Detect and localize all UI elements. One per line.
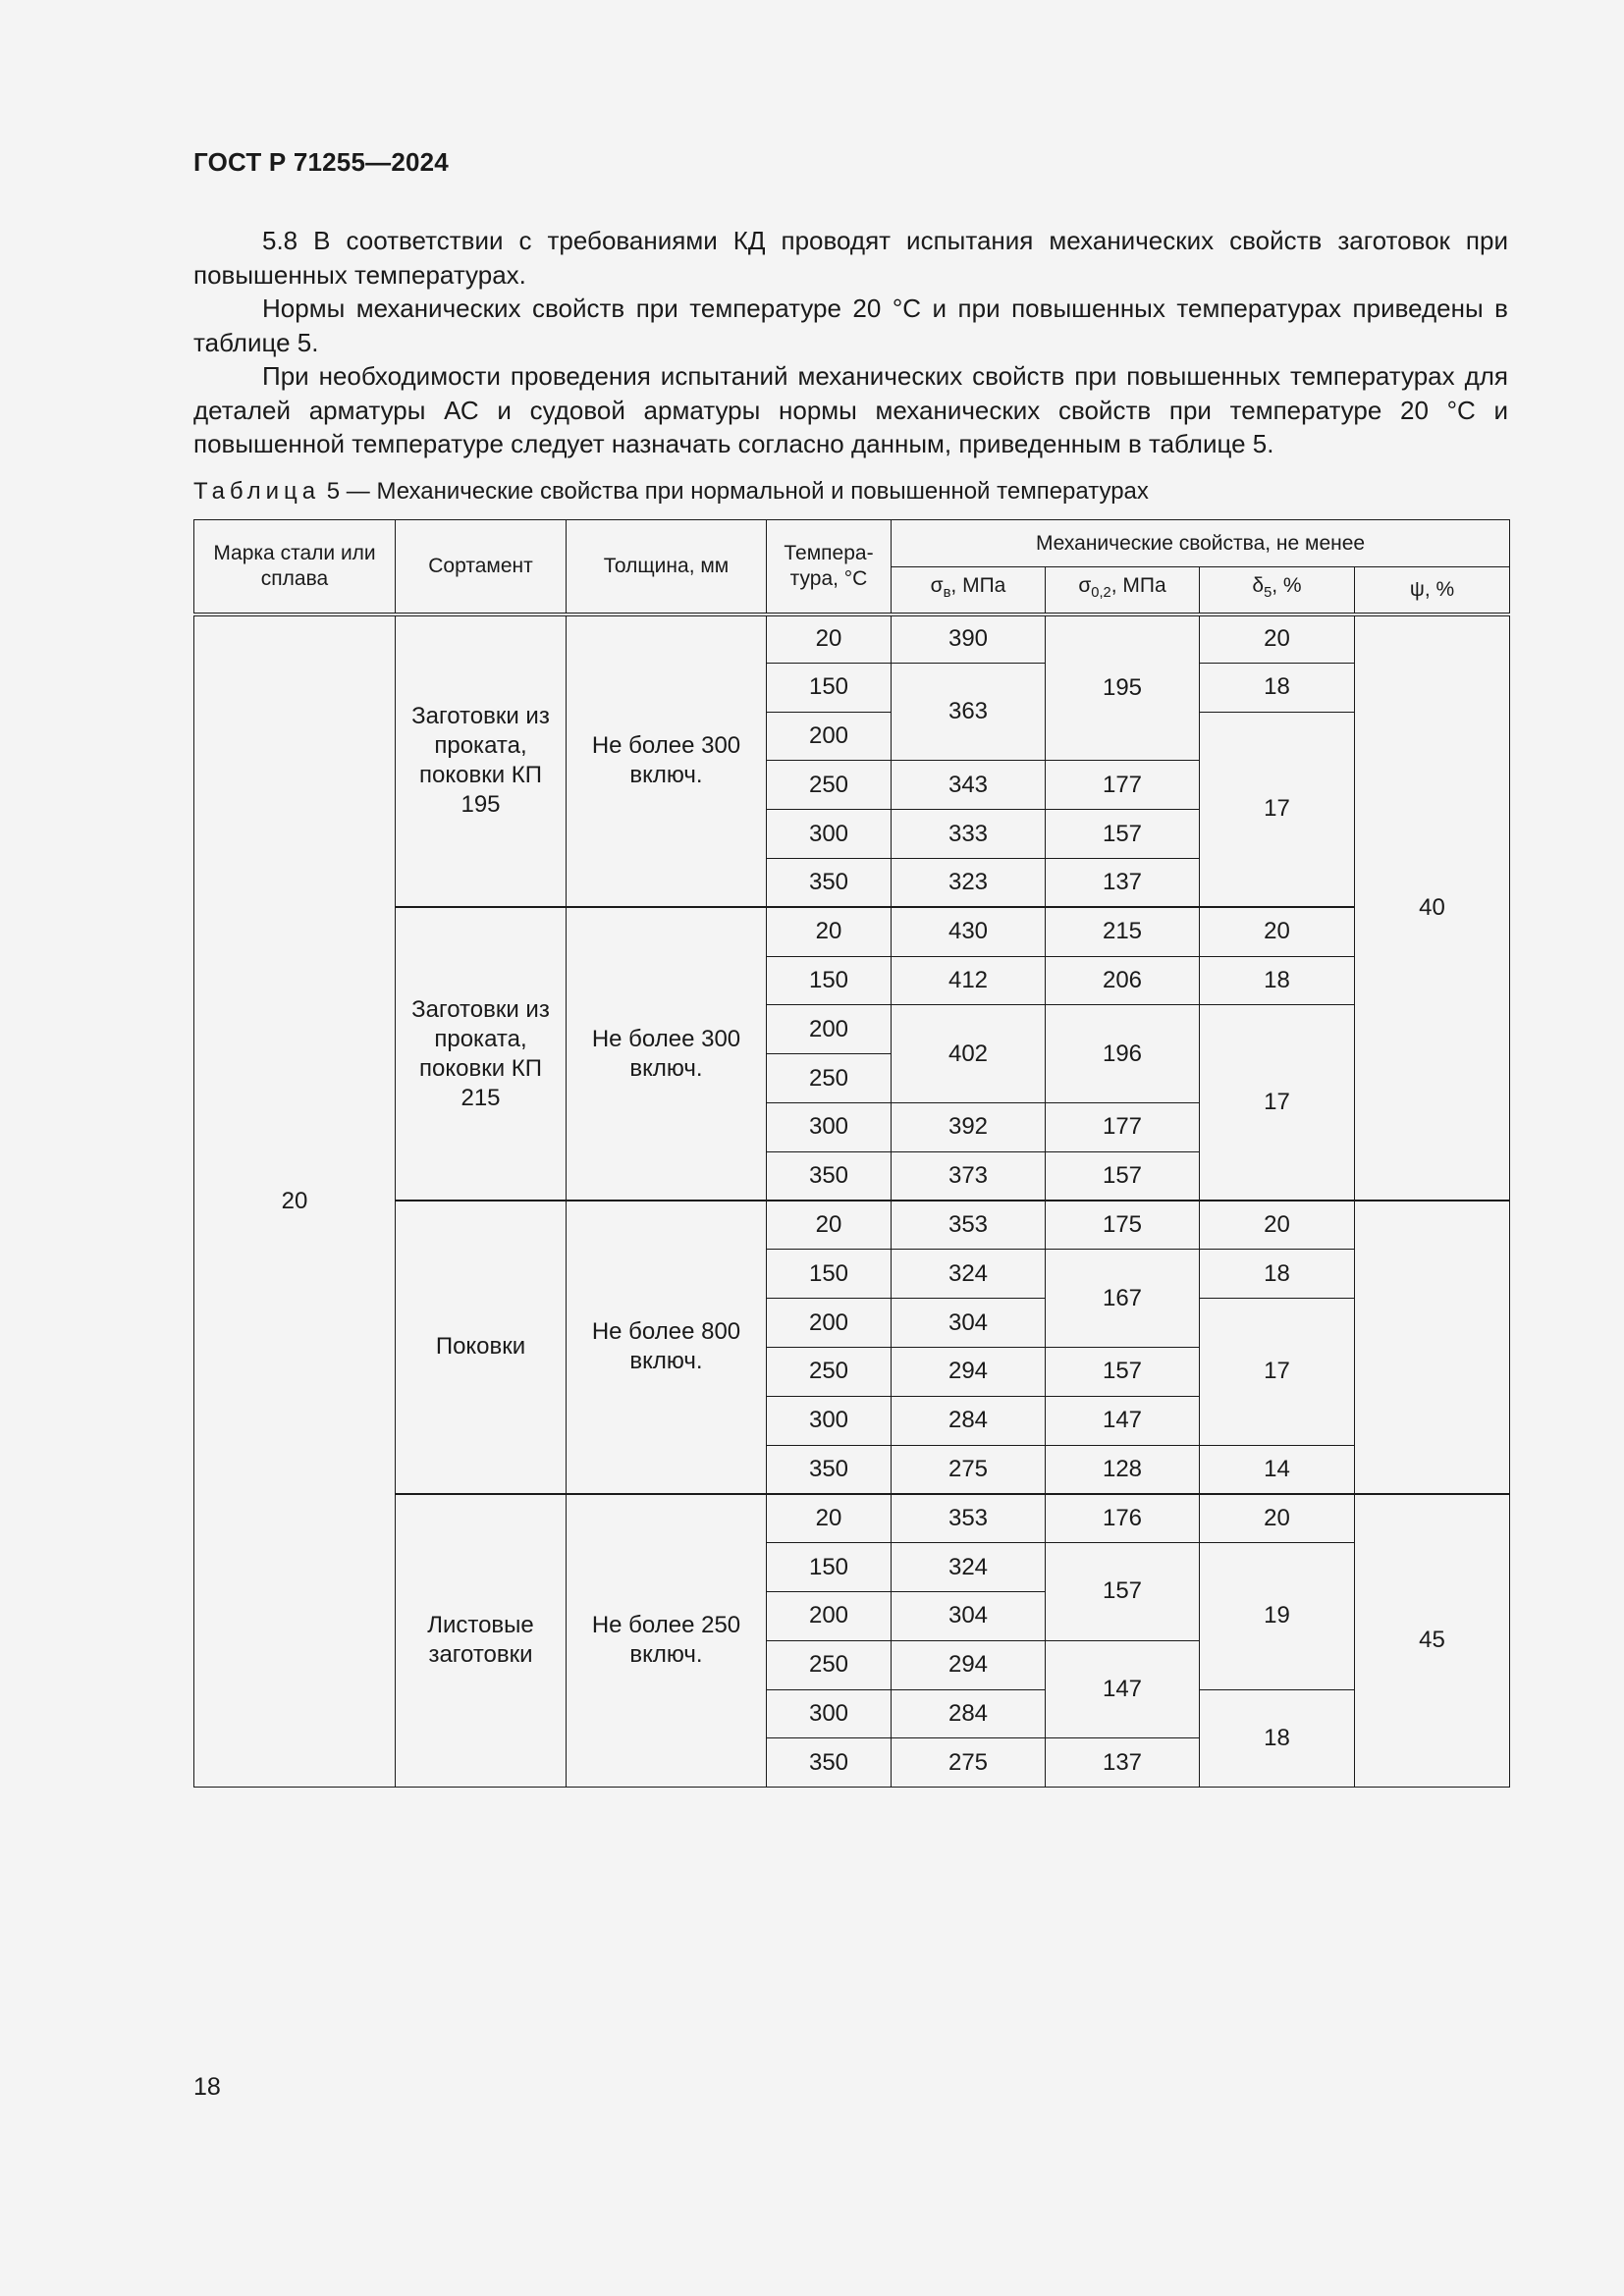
sigma-b-cell: 343 — [892, 761, 1046, 810]
page-number: 18 — [193, 2073, 221, 2101]
sigma-b-cell: 430 — [892, 907, 1046, 956]
sigma-b-cell: 392 — [892, 1102, 1046, 1151]
thickness-cell: Не более 800 включ. — [567, 1201, 767, 1494]
temperature-cell: 300 — [767, 1102, 892, 1151]
temperature-cell: 200 — [767, 1591, 892, 1640]
delta5-cell: 19 — [1200, 1543, 1355, 1689]
temperature-cell: 350 — [767, 1151, 892, 1201]
sigma-02-cell: 195 — [1046, 614, 1200, 761]
header-delta5: $\delta_5$, % — [1200, 567, 1355, 614]
temperature-cell: 200 — [767, 712, 892, 761]
delta5-cell: 18 — [1200, 956, 1355, 1005]
sigma-b-cell: 333 — [892, 810, 1046, 859]
temperature-cell: 150 — [767, 1250, 892, 1299]
delta5-cell: 20 — [1200, 907, 1355, 956]
header-sigma-02: $\sigma_{0,2}$, МПа — [1046, 567, 1200, 614]
sigma-02-cell: 157 — [1046, 810, 1200, 859]
sigma-b-cell: 284 — [892, 1689, 1046, 1738]
delta5-cell: 18 — [1200, 663, 1355, 712]
temperature-cell: 350 — [767, 1738, 892, 1788]
temperature-cell: 300 — [767, 1689, 892, 1738]
sigma-b-cell: 294 — [892, 1347, 1046, 1396]
sigma-b-cell: 402 — [892, 1005, 1046, 1103]
temperature-cell: 20 — [767, 1201, 892, 1250]
delta5-cell: 17 — [1200, 1005, 1355, 1201]
header-thickness: Толщина, мм — [567, 520, 767, 614]
paragraph: При необходимости проведения испытаний механических свойств при повышенных температурах для деталей арматуры АС и судовой арматуры нормы механических свойств при температуре 20 °С и повышенной температуре следует назначать согласно данным, приведенным в таблице 5. — [193, 361, 1508, 458]
body-text — [193, 224, 1508, 461]
table-caption — [193, 478, 1149, 506]
sigma-02-cell: 177 — [1046, 761, 1200, 810]
sigma-02-cell: 128 — [1046, 1445, 1200, 1494]
temperature-cell: 150 — [767, 956, 892, 1005]
sigma-02-cell: 206 — [1046, 956, 1200, 1005]
grade-cell: 20 — [194, 614, 396, 1788]
header-psi: ψ, % — [1355, 567, 1510, 614]
temperature-cell: 20 — [767, 907, 892, 956]
thickness-cell: Не более 250 включ. — [567, 1494, 767, 1788]
sigma-b-cell: 304 — [892, 1591, 1046, 1640]
temperature-cell: 150 — [767, 663, 892, 712]
paragraph: Нормы механических свойств при температуре 20 °С и при повышенных температурах приведены в таблице 5. — [193, 294, 1508, 357]
sigma-b-cell: 323 — [892, 858, 1046, 907]
sigma-02-cell: 137 — [1046, 858, 1200, 907]
psi-cell: 45 — [1355, 1494, 1510, 1788]
header-mechanical-properties: Механические свойства, не менее — [892, 520, 1510, 567]
delta5-cell: 20 — [1200, 614, 1355, 664]
temperature-cell: 250 — [767, 1347, 892, 1396]
sigma-02-cell: 147 — [1046, 1396, 1200, 1445]
thickness-cell: Не более 300 включ. — [567, 907, 767, 1201]
table-row — [194, 614, 1510, 664]
temperature-cell: 20 — [767, 1494, 892, 1543]
sigma-b-cell: 412 — [892, 956, 1046, 1005]
temperature-cell: 300 — [767, 810, 892, 859]
sigma-02-cell: 157 — [1046, 1347, 1200, 1396]
sigma-02-cell: 176 — [1046, 1494, 1200, 1543]
assortment-cell: Заготовки из проката, поковки КП 195 — [396, 614, 567, 908]
header-grade: Марка стали или сплава — [194, 520, 396, 614]
table-caption-label: Таблица — [193, 478, 321, 505]
temperature-cell: 150 — [767, 1543, 892, 1592]
temperature-cell: 20 — [767, 614, 892, 664]
thickness-cell: Не более 300 включ. — [567, 614, 767, 908]
sigma-02-cell: 215 — [1046, 907, 1200, 956]
sigma-02-cell: 196 — [1046, 1005, 1200, 1103]
sigma-02-cell: 157 — [1046, 1543, 1200, 1641]
sigma-b-cell: 275 — [892, 1445, 1046, 1494]
sigma-b-cell: 275 — [892, 1738, 1046, 1788]
table-caption-text: 5 — Механические свойства при нормальной и повышенной температурах — [326, 478, 1149, 505]
temperature-cell: 200 — [767, 1299, 892, 1348]
sigma-02-cell: 147 — [1046, 1640, 1200, 1738]
paragraph: 5.8 В соответствии с требованиями КД проводят испытания механических свойств заготовок при повышенных температурах. — [193, 226, 1508, 290]
sigma-b-cell: 294 — [892, 1640, 1046, 1689]
sigma-b-cell: 304 — [892, 1299, 1046, 1348]
sigma-b-cell: 324 — [892, 1250, 1046, 1299]
psi-cell-empty — [1355, 1201, 1510, 1494]
sigma-b-cell: 353 — [892, 1494, 1046, 1543]
temperature-cell: 350 — [767, 858, 892, 907]
sigma-02-cell: 167 — [1046, 1250, 1200, 1348]
assortment-cell: Заготовки из проката, поковки КП 215 — [396, 907, 567, 1201]
sigma-02-cell: 137 — [1046, 1738, 1200, 1788]
temperature-cell: 200 — [767, 1005, 892, 1054]
assortment-cell: Листовые заготовки — [396, 1494, 567, 1788]
sigma-b-cell: 373 — [892, 1151, 1046, 1201]
sigma-b-cell: 353 — [892, 1201, 1046, 1250]
document-id: ГОСТ Р 71255—2024 — [193, 147, 449, 177]
assortment-cell: Поковки — [396, 1201, 567, 1494]
delta5-cell: 20 — [1200, 1494, 1355, 1543]
sigma-02-cell: 177 — [1046, 1102, 1200, 1151]
temperature-cell: 300 — [767, 1396, 892, 1445]
delta5-cell: 20 — [1200, 1201, 1355, 1250]
sigma-b-cell: 390 — [892, 614, 1046, 664]
header-sigma-b: $\sigma_в$, МПа — [892, 567, 1046, 614]
header-assortment: Сортамент — [396, 520, 567, 614]
sigma-02-cell: 157 — [1046, 1151, 1200, 1201]
delta5-cell: 17 — [1200, 712, 1355, 907]
temperature-cell: 250 — [767, 1054, 892, 1103]
delta5-cell: 17 — [1200, 1299, 1355, 1445]
psi-cell: 40 — [1355, 614, 1510, 1201]
sigma-b-cell: 324 — [892, 1543, 1046, 1592]
delta5-cell: 14 — [1200, 1445, 1355, 1494]
delta5-cell: 18 — [1200, 1250, 1355, 1299]
delta5-cell: 18 — [1200, 1689, 1355, 1788]
temperature-cell: 350 — [767, 1445, 892, 1494]
sigma-b-cell: 363 — [892, 663, 1046, 761]
sigma-b-cell: 284 — [892, 1396, 1046, 1445]
mechanical-properties-table — [193, 519, 1510, 1788]
sigma-02-cell: 175 — [1046, 1201, 1200, 1250]
temperature-cell: 250 — [767, 761, 892, 810]
header-temperature: Темпера-тура, °С — [767, 520, 892, 614]
temperature-cell: 250 — [767, 1640, 892, 1689]
